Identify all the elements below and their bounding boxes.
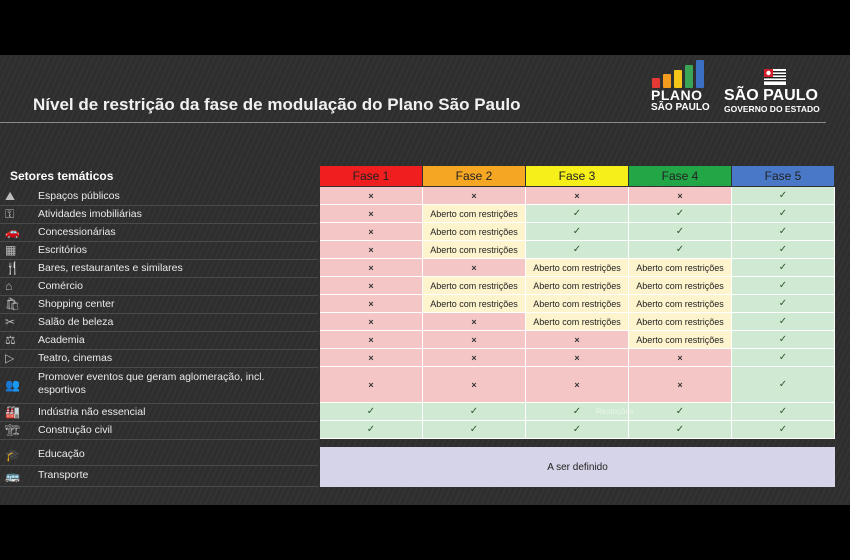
- closed-mark: ×: [368, 244, 374, 255]
- open-check-icon: ✓: [675, 406, 685, 417]
- plano-bars-icon: [650, 60, 720, 88]
- closed-mark: ×: [368, 298, 374, 309]
- closed-mark: ×: [574, 334, 580, 345]
- closed-mark: ×: [471, 262, 477, 273]
- open-with-restrictions-text: Aberto com restrições: [636, 334, 724, 345]
- extra-sector-row-1: [0, 466, 318, 487]
- table-cell: [526, 241, 629, 259]
- table-cell: [423, 241, 526, 259]
- open-with-restrictions-text: Aberto com restrições: [533, 298, 621, 309]
- sp-flag-icon: [764, 69, 786, 85]
- table-cell: [732, 241, 835, 259]
- open-check-icon: ✓: [675, 226, 685, 237]
- table-cell: [629, 295, 732, 313]
- open-check-icon: ✓: [675, 424, 685, 435]
- extra-sector-row-0: [0, 445, 318, 466]
- table-cell: [320, 349, 423, 367]
- cutlery-icon: 🍴: [5, 261, 20, 275]
- table-cell: [629, 313, 732, 331]
- sector-label: Escritórios: [38, 244, 88, 256]
- plano-bar-4: [685, 65, 693, 88]
- table-cell: [423, 277, 526, 295]
- sector-row-6: [0, 295, 318, 314]
- to-be-defined-cell: A ser definido: [320, 447, 835, 487]
- closed-mark: ×: [368, 316, 374, 327]
- table-cell: [320, 277, 423, 295]
- sector-label: Bares, restaurantes e similares: [38, 262, 183, 274]
- education-icon: 🎓: [5, 448, 20, 462]
- sector-row-8: [0, 331, 318, 350]
- table-cell: [526, 331, 629, 349]
- table-cell: [423, 403, 526, 421]
- sector-row-7: [0, 313, 318, 332]
- closed-mark: ×: [574, 190, 580, 201]
- table-cell: [732, 295, 835, 313]
- open-check-icon: ✓: [778, 280, 788, 291]
- table-cell: [423, 259, 526, 277]
- table-cell: [732, 349, 835, 367]
- sector-row-0: [0, 187, 318, 206]
- table-cell: [320, 205, 423, 223]
- sp-logo-line1: SÃO PAULO: [724, 87, 818, 104]
- salon-icon: ✂: [5, 315, 16, 329]
- closed-mark: ×: [574, 379, 580, 390]
- table-cell: [423, 331, 526, 349]
- plano-bar-5: [696, 60, 704, 88]
- open-check-icon: ✓: [366, 406, 376, 417]
- closed-mark: ×: [368, 226, 374, 237]
- sector-row-3: [0, 241, 318, 260]
- plano-logo-line1: PLANO: [651, 87, 703, 103]
- table-cell: [320, 241, 423, 259]
- closed-mark: ×: [368, 379, 374, 390]
- table-cell: [526, 367, 629, 403]
- sector-label: Teatro, cinemas: [38, 352, 113, 364]
- open-with-restrictions-text: Aberto com restrições: [533, 316, 621, 327]
- table-cell: [526, 313, 629, 331]
- table-cell: [629, 403, 732, 421]
- open-with-restrictions-text: Aberto com restrições: [430, 226, 518, 237]
- table-cell: [732, 421, 835, 439]
- sector-row-2: [0, 223, 318, 242]
- table-cell: [732, 331, 835, 349]
- table-cell: [526, 421, 629, 439]
- open-check-icon: ✓: [572, 208, 582, 219]
- open-check-icon: ✓: [778, 226, 788, 237]
- sector-label: Indústria não essencial: [38, 406, 146, 418]
- closed-mark: ×: [368, 280, 374, 291]
- open-check-icon: ✓: [778, 190, 788, 201]
- table-cell: [629, 331, 732, 349]
- sector-label: Concessionárias: [38, 226, 116, 238]
- open-check-icon: ✓: [778, 316, 788, 327]
- table-cell: [629, 223, 732, 241]
- table-cell: [629, 349, 732, 367]
- crowd-icon: 👥: [5, 378, 20, 392]
- table-cell: [423, 223, 526, 241]
- plano-bar-3: [674, 70, 682, 88]
- table-cell: [629, 187, 732, 205]
- sector-label: Espaços públicos: [38, 190, 120, 202]
- table-cell: [629, 241, 732, 259]
- shopping-bag-icon: 🛍: [5, 297, 21, 311]
- open-check-icon: ✓: [469, 406, 479, 417]
- table-cell: [423, 295, 526, 313]
- governo-sp-logo: [724, 69, 834, 113]
- phase-header-3: Fase 3: [526, 166, 628, 186]
- sector-row-1: [0, 205, 318, 224]
- table-cell: [423, 205, 526, 223]
- sector-label: Shopping center: [38, 298, 115, 310]
- table-cell: [320, 331, 423, 349]
- table-cell: [423, 367, 526, 403]
- closed-mark: ×: [471, 316, 477, 327]
- table-cell: [732, 367, 835, 403]
- open-check-icon: ✓: [572, 244, 582, 255]
- table-cell: [732, 403, 835, 421]
- plano-logo-line2: SÃO PAULO: [651, 102, 710, 113]
- open-with-restrictions-text: Aberto com restrições: [430, 298, 518, 309]
- closed-mark: ×: [677, 190, 683, 201]
- title-divider: [0, 122, 826, 123]
- table-cell: [320, 295, 423, 313]
- closed-mark: ×: [471, 334, 477, 345]
- plano-bar-2: [663, 74, 671, 88]
- table-cell: [423, 187, 526, 205]
- table-cell: [526, 349, 629, 367]
- open-check-icon: ✓: [778, 262, 788, 273]
- open-check-icon: ✓: [778, 352, 788, 363]
- car-icon: 🚗: [5, 225, 20, 239]
- open-with-restrictions-text: Aberto com restrições: [636, 298, 724, 309]
- closed-mark: ×: [368, 334, 374, 345]
- table-cell: [320, 367, 423, 403]
- open-with-restrictions-text: Aberto com restrições: [533, 280, 621, 291]
- table-cell: [629, 259, 732, 277]
- open-with-restrictions-text: Aberto com restrições: [636, 316, 724, 327]
- table-cell: [732, 223, 835, 241]
- construction-icon: 🏗: [5, 423, 21, 437]
- sector-label: Transporte: [38, 469, 89, 481]
- sectors-header: Setores temáticos: [10, 169, 114, 183]
- table-cell: [526, 259, 629, 277]
- sector-row-9: [0, 349, 318, 368]
- sector-row-5: [0, 277, 318, 296]
- open-check-icon: ✓: [778, 379, 788, 390]
- table-cell: [629, 367, 732, 403]
- closed-mark: ×: [368, 262, 374, 273]
- open-check-icon: ✓: [572, 406, 582, 417]
- closed-mark: ×: [368, 352, 374, 363]
- phase-header-4: Fase 4: [629, 166, 731, 186]
- closed-mark: ×: [471, 352, 477, 363]
- table-cell: [423, 349, 526, 367]
- sector-row-10: [0, 367, 318, 404]
- store-icon: ⌂: [5, 279, 13, 293]
- closed-mark: ×: [677, 352, 683, 363]
- table-cell: [320, 421, 423, 439]
- open-check-icon: ✓: [572, 226, 582, 237]
- table-cell: [526, 223, 629, 241]
- sector-label: Salão de beleza: [38, 316, 114, 328]
- open-check-icon: ✓: [675, 244, 685, 255]
- open-with-restrictions-text: Aberto com restrições: [533, 262, 621, 273]
- open-with-restrictions-text: Aberto com restrições: [636, 262, 724, 273]
- table-cell: [320, 187, 423, 205]
- page-title: Nível de restrição da fase de modulação do Plano São Paulo: [33, 95, 521, 114]
- slide: [0, 55, 850, 505]
- table-cell: [526, 205, 629, 223]
- table-cell: [320, 403, 423, 421]
- sector-label: Academia: [38, 334, 85, 346]
- closed-mark: ×: [471, 379, 477, 390]
- table-cell: [732, 205, 835, 223]
- table-cell: [629, 421, 732, 439]
- sector-row-4: [0, 259, 318, 278]
- table-cell: [629, 277, 732, 295]
- open-with-restrictions-text: Aberto com restrições: [430, 280, 518, 291]
- open-check-icon: ✓: [778, 208, 788, 219]
- closed-mark: ×: [368, 208, 374, 219]
- open-check-icon: ✓: [778, 424, 788, 435]
- open-check-icon: ✓: [778, 334, 788, 345]
- open-check-icon: ✓: [778, 298, 788, 309]
- open-check-icon: ✓: [778, 244, 788, 255]
- sector-row-12: [0, 421, 318, 440]
- key-icon: ⚿: [5, 207, 15, 221]
- sp-logo-line2: GOVERNO DO ESTADO: [724, 104, 820, 114]
- plano-sao-paulo-logo: [650, 60, 720, 116]
- table-cell: [526, 295, 629, 313]
- open-with-restrictions-text: Aberto com restrições: [636, 280, 724, 291]
- park-icon: ⛰: [5, 189, 16, 203]
- sector-label: Comércio: [38, 280, 83, 292]
- open-with-restrictions-text: Aberto com restrições: [430, 244, 518, 255]
- table-cell: [732, 187, 835, 205]
- table-cell: [423, 313, 526, 331]
- sector-label: Promover eventos que geram aglomeração, incl. esportivos: [38, 371, 265, 396]
- open-check-icon: ✓: [778, 406, 788, 417]
- office-icon: ▦: [5, 243, 17, 257]
- ghost-watermark-text: Restrições: [596, 407, 634, 416]
- closed-mark: ×: [677, 379, 683, 390]
- table-cell: [320, 313, 423, 331]
- sector-label: Educação: [38, 448, 85, 460]
- factory-icon: 🏭: [5, 405, 20, 419]
- phase-header-5: Fase 5: [732, 166, 834, 186]
- table-cell: [629, 205, 732, 223]
- phase-header-2: Fase 2: [423, 166, 525, 186]
- open-with-restrictions-text: Aberto com restrições: [430, 208, 518, 219]
- table-cell: [526, 277, 629, 295]
- table-cell: [320, 223, 423, 241]
- closed-mark: ×: [574, 352, 580, 363]
- open-check-icon: ✓: [572, 424, 582, 435]
- table-cell: [423, 421, 526, 439]
- table-cell: [732, 259, 835, 277]
- sector-row-11: [0, 403, 318, 422]
- sector-label: Construção civil: [38, 424, 113, 436]
- table-cell: [732, 277, 835, 295]
- dumbbell-icon: ⚖: [5, 333, 16, 347]
- open-check-icon: ✓: [469, 424, 479, 435]
- closed-mark: ×: [368, 190, 374, 201]
- open-check-icon: ✓: [366, 424, 376, 435]
- table-cell: [732, 313, 835, 331]
- bus-icon: 🚌: [5, 469, 20, 483]
- sector-label: Atividades imobiliárias: [38, 208, 142, 220]
- table-cell: [320, 259, 423, 277]
- phase-header-1: Fase 1: [320, 166, 422, 186]
- theater-icon: ▷: [5, 351, 15, 365]
- open-check-icon: ✓: [675, 208, 685, 219]
- closed-mark: ×: [471, 190, 477, 201]
- table-cell: [526, 187, 629, 205]
